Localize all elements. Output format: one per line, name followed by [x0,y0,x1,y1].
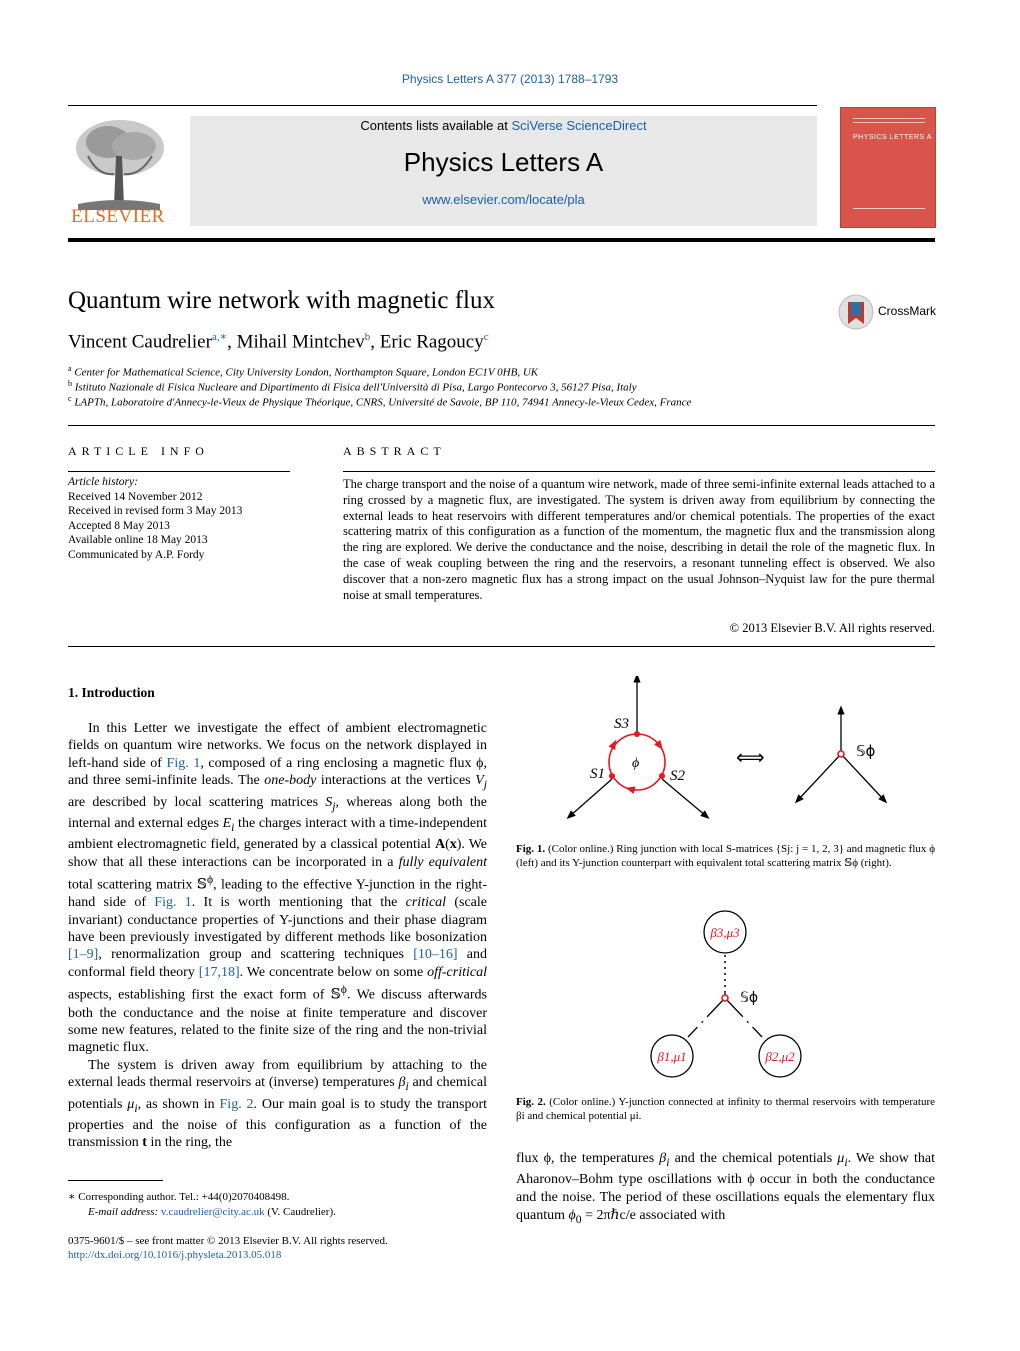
journal-cover [840,107,936,228]
cover-title: PHYSICS LETTERS A [853,134,932,141]
citation-link[interactable]: [1–9] [68,947,99,963]
author-name[interactable]: Eric Ragoucy [379,331,484,353]
affiliation: $^b$ Istituto Nazionale di Fisica Nucleare and Dipartimento di Fisica dell'Università di Pisa, Largo Pontecorvo 3, 56127 Pisa, Italy [68,379,637,394]
figure-1-caption: Fig. 1. (Color online.) Ring junction with local S-matrices {Sj: j = 1, 2, 3} and magnetic flux ϕ (left) and its Y-junction counterpart with equivalent total scattering matrix 𝕊ϕ (right). [516,843,935,869]
history-item: Received 14 November 2012 [68,490,203,503]
journal-masthead [190,116,817,226]
reservoir-1-label: β1,μ1 [657,1049,687,1064]
intro-paragraph: In this Letter we investigate the effect of ambient electromagnetic fields on quantum wire networks. We focus on the network displayed in left-hand side of Fig. 1, composed of a ring enclosing a magnetic flux ϕ, and three semi-infinite leads. The one-body interactions at the vertices $V_j$ are described by local scattering matrices $S_j$, whereas along both the internal and external edges $E_i$ the charges interact with a time-independent ambient electromagnetic field, generated by a classical potential A(x). We show that all these interactions can be incorporated in a fully equivalent total scattering matrix 𝕊$^\phi$, leading to the effective Y-junction in the right-hand side of Fig. 1. It is worth mentioning that the critical (scale invariant) conductance properties of Y-junctions and their phase diagram have been previously investigated by different methods like bosonization [1–9], renormalization group and scattering techniques [10–16] and conformal field theory [17,18]. We concentrate below on some off-critical aspects, establishing first the exact form of 𝕊$^\phi$. We discuss afterwards both the conductance and the noise at finite temperature and discover some new features, related to the finite size of the ring and the non-trivial magnetic flux. [68,721,488,1056]
copyright: © 2013 Elsevier B.V. All rights reserved. [729,621,935,635]
doi-link[interactable]: http://dx.doi.org/10.1016/j.physleta.2013.05.018 [68,1249,282,1261]
label-sphi: 𝕊ϕ [740,990,759,1006]
section-rule [68,646,935,647]
email-footnote: E-mail address: v.caudrelier@city.ac.uk (V. Caudrelier). [88,1206,336,1218]
lead-line [798,754,841,800]
label-s1: S1 [590,766,605,782]
right-column-text: flux ϕ, the temperatures $\beta_i$ and the chemical potentials $\mu_i$. We show that Aharonov–Bohm type oscillations with ϕ occur in both the conductance and the noise. The period of these oscillations equals the elementary flux quantum $\phi_0$ = 2πℏc/e associated with [516,1151,935,1226]
equivalence-arrow: ⟺ [736,745,765,769]
lead-line [662,779,706,816]
figure-link[interactable]: Fig. 2 [219,1096,254,1112]
journal-reference[interactable]: Physics Letters A 377 (2013) 1788–1793 [401,72,619,86]
crossmark-label: CrossMark [878,304,937,318]
history-item: Accepted 8 May 2013 [68,519,170,532]
intro-paragraph: The system is driven away from equilibrium by attaching to the external leads thermal reservoirs at (inverse) temperatures $\beta_i$ and chemical potentials $\mu_i$, as shown in Fig. 2. Our main goal is to study the transport properties and the noise of this configuration as a function of the transmission t in the ring, the [68,1057,487,1151]
figure-2-caption: Fig. 2. (Color online.) Y-junction connected at infinity to thermal reservoirs with temperature βi and chemical potential μi. [516,1096,935,1122]
intro-column [68,720,487,1152]
label-phi: ϕ [632,756,640,771]
label-sphi: 𝕊ϕ [856,742,876,760]
citation-link[interactable]: [17,18] [198,964,240,980]
author-name[interactable]: Mihail Mintchev [236,331,365,353]
history-item: Communicated by A.P. Fordy [68,548,205,561]
journal-title: Physics Letters A [403,147,604,177]
journal-url[interactable]: www.elsevier.com/locate/pla [422,192,585,207]
elsevier-logo [68,116,168,228]
article-history: Article history: Received 14 November 2012 Received in revised form 3 May 2013 Accepted 8 May 2013 Available online 18 May 2013 Communicated by A.P. Fordy [68,475,290,563]
section-rule [68,425,935,426]
author-list: Vincent Caudrelier$^{a,∗}$, Mihail Mintchev$^b$, Eric Ragoucy$^c$ [68,331,489,353]
vertex [722,995,728,1001]
lead-line [570,779,612,816]
reservoir-3-label: β3,μ3 [710,925,740,940]
affiliation: $^a$ Center for Mathematical Science, City University London, Northampton Square, London EC1V 0HB, UK [68,364,539,379]
figure-2 [640,900,820,1080]
vertex [634,731,640,737]
email-link[interactable]: v.caudrelier@city.ac.uk [160,1206,265,1218]
contents-line: Contents lists available at SciVerse ScienceDirect [360,118,647,133]
vertex [659,773,665,779]
reservoir-2-label: β2,μ2 [765,1049,795,1064]
label-s2: S2 [670,768,685,784]
author-name[interactable]: Vincent Caudrelier [68,331,212,353]
vertex [838,751,844,757]
corresponding-footnote: ∗ Corresponding author. Tel.: +44(0)2070408498. [68,1191,290,1203]
crossmark-badge[interactable] [838,294,938,330]
section-heading: 1. Introduction [68,685,155,700]
citation-link[interactable]: [10–16] [413,947,458,963]
history-item: Received in revised form 3 May 2013 [68,505,243,518]
sciencedirect-link[interactable]: SciVerse ScienceDirect [511,118,647,133]
figure-link[interactable]: Fig. 1 [154,895,192,911]
figure-link[interactable]: Fig. 1 [166,755,201,771]
elsevier-wordmark: ELSEVIER [71,206,165,227]
figure-1 [560,676,900,826]
article-info-heading: ARTICLE INFO [68,444,209,458]
header-rule [68,105,817,106]
label-s3: S3 [614,716,629,732]
crossmark-icon [838,294,874,330]
vertex [609,773,615,779]
history-item: Available online 18 May 2013 [68,534,208,547]
abstract-text: The charge transport and the noise of a quantum wire network, made of three semi-infinite external leads attached to a ring crossed by a magnetic flux, are investigated. The system is driven away from equilibrium by connecting the external leads to heat reservoirs with different temperatures and/or chemical potentials. The properties of the exact scattering matrix of this configuration as a function of the momentum, the magnetic flux and the transmission along the ring are explored. We derive the conductance and the noise, describing in detail the role of the magnetic flux. In the case of weak coupling between the ring and the reservoirs, a resonant tunneling effect is observed. We also discover that a non-zero magnetic flux has a strong impact on the usual Johnson–Nyquist law for the pure thermal noise at small temperatures. [343,477,935,602]
front-matter [68,1234,388,1262]
lead-line [841,754,884,800]
ring-arrow [630,789,634,790]
header-thick-rule [68,238,935,242]
issn-line: 0375-9601/$ – see front matter © 2013 Elsevier B.V. All rights reserved. [68,1235,388,1247]
abstract-heading: ABSTRACT [343,444,446,458]
affiliation: $^c$ LAPTh, Laboratoire d'Annecy-le-Vieux de Physique Théorique, CNRS, Université de Savoie, BP 110, 74941 Annecy-le-Vieux Cedex, France [68,394,692,409]
article-title: Quantum wire network with magnetic flux [68,287,495,314]
lead-dotted [688,998,725,1037]
